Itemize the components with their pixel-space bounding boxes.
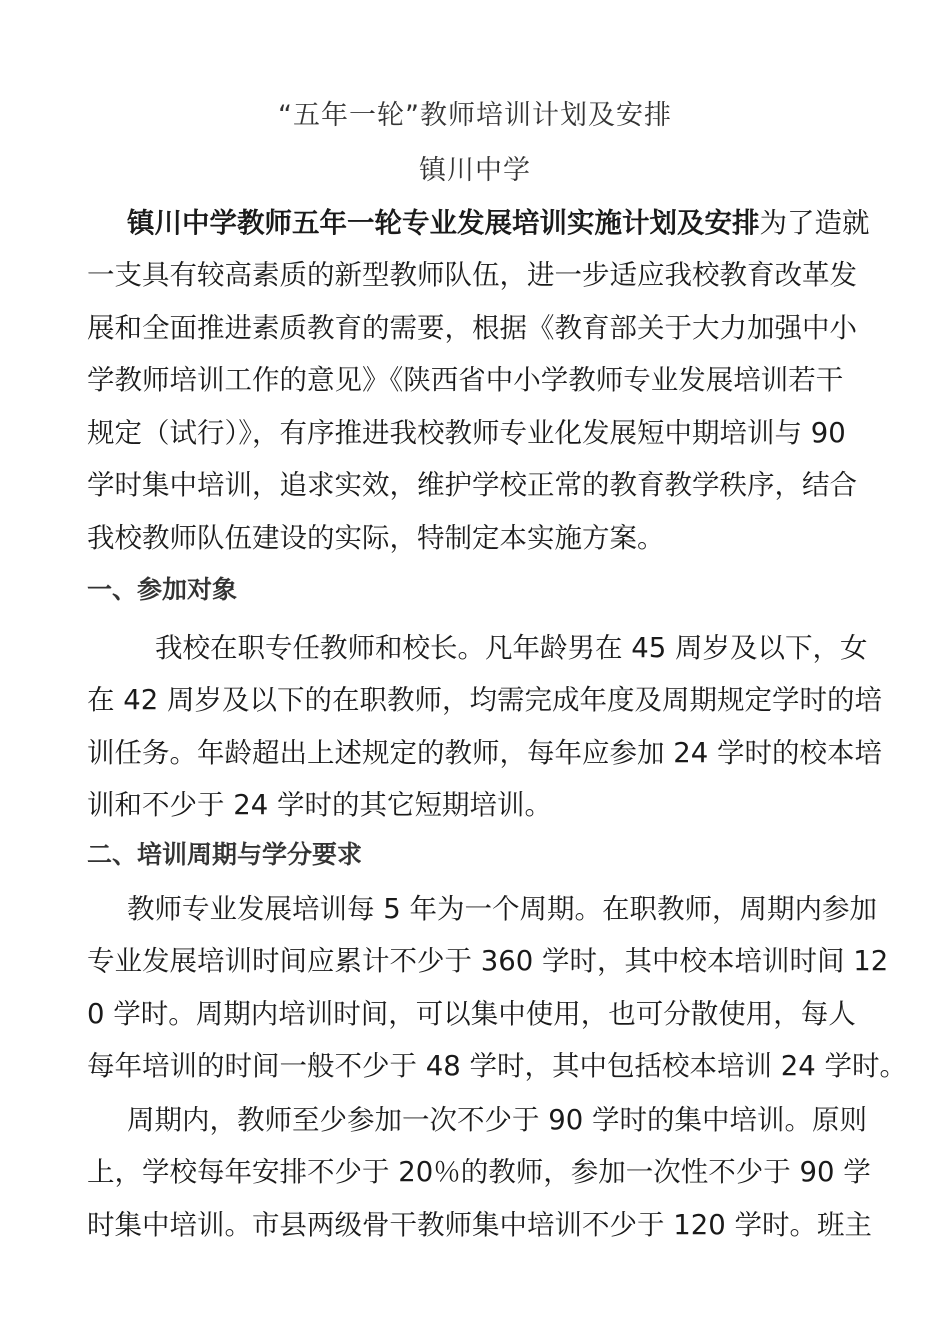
- intro-line-4: 学教师培训工作的意见》《陕西省中小学教师专业发展培训若干: [87, 364, 844, 396]
- section2-line-7: 时集中培训。市县两级骨干教师集中培训不少于 120 学时。班主: [87, 1209, 872, 1241]
- section2-line-3: 0 学时。周期内培训时间，可以集中使用，也可分散使用，每人: [87, 998, 856, 1030]
- section2-line-1: 教师专业发展培训每 5 年为一个周期。在职教师，周期内参加: [127, 893, 877, 925]
- intro-lead-rest: 为了造就: [759, 207, 870, 239]
- section1-heading: 一、参加对象: [87, 575, 238, 604]
- section2-line-4: 每年培训的时间一般不少于 48 学时，其中包括校本培训 24 学时。: [87, 1050, 907, 1082]
- section1-line-1: 我校在职专任教师和校长。凡年龄男在 45 周岁及以下，女: [155, 632, 868, 664]
- section1-line-3: 训任务。年龄超出上述规定的教师，每年应参加 24 学时的校本培: [87, 737, 882, 769]
- intro-lead-bold: 镇川中学教师五年一轮专业发展培训实施计划及安排: [127, 207, 760, 239]
- section2-line-2: 专业发展培训时间应累计不少于 360 学时，其中校本培训时间 12: [87, 945, 889, 977]
- intro-line-7: 我校教师队伍建设的实际，特制定本实施方案。: [87, 522, 665, 554]
- section1-line-2: 在 42 周岁及以下的在职教师，均需完成年度及周期规定学时的培: [87, 684, 882, 716]
- section2-heading: 二、培训周期与学分要求: [87, 840, 363, 869]
- school-name: 镇川中学: [419, 155, 531, 186]
- section2-line-5: 周期内，教师至少参加一次不少于 90 学时的集中培训。原则: [127, 1104, 867, 1136]
- section1-line-4: 训和不少于 24 学时的其它短期培训。: [87, 789, 552, 821]
- document-title: “五年一轮”教师培训计划及安排: [278, 100, 672, 131]
- section2-line-6: 上，学校每年安排不少于 20％的教师，参加一次性不少于 90 学: [87, 1156, 871, 1188]
- intro-line-3: 展和全面推进素质教育的需要，根据《教育部关于大力加强中小: [87, 312, 857, 344]
- intro-line-5: 规定（试行）》，有序推进我校教师专业化发展短中期培训与 90: [87, 417, 846, 449]
- intro-line-6: 学时集中培训，追求实效，维护学校正常的教育教学秩序，结合: [87, 469, 857, 501]
- intro-line-1: [127, 200, 870, 240]
- intro-line-2: 一支具有较高素质的新型教师队伍，进一步适应我校教育改革发: [87, 259, 857, 291]
